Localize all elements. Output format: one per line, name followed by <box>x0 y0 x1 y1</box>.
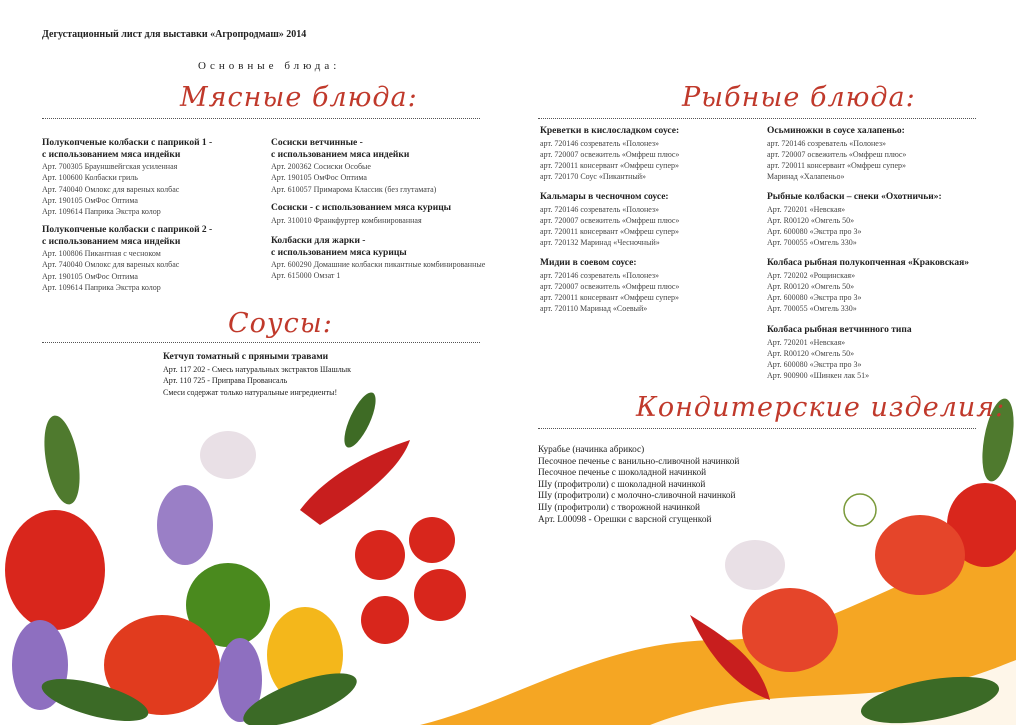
block-title: с использованием мяса курицы <box>271 247 407 258</box>
block-title: Рыбные колбаски – снеки «Охотничьи»: <box>767 192 942 202</box>
list-item: Арт. 720202 «Рощинская» <box>767 270 856 280</box>
list-item: арт. 720170 Соус «Пикантный» <box>540 172 647 182</box>
list-item: Арт. 700055 «Омгель 330» <box>767 304 857 314</box>
list-item: арт. 720007 освежитель «Омфреш плюс» <box>540 281 680 291</box>
block-title: Колбаски для жарки - <box>271 236 366 246</box>
list-item: Маринад «Халапеньо» <box>767 172 845 182</box>
list-item: Арт. 190105 ОмФос Оптима <box>42 271 138 281</box>
meat-block <box>271 236 485 282</box>
list-item: Арт. 600080 «Экстра про 3» <box>767 293 862 303</box>
tomato-half <box>742 588 838 672</box>
block-title: Сосиски - с использованием мяса курицы <box>271 203 452 213</box>
fish-block <box>767 258 969 315</box>
leaf-shape <box>38 413 85 507</box>
list-item: Смеси содержат только натуральные ингредиенты! <box>163 387 338 397</box>
list-item: Арт. 610057 Примарома Классик (без глутамата) <box>271 184 437 194</box>
list-item: арт. 720011 консервант «Омфреш супер» <box>540 293 680 303</box>
cherry-tomato <box>361 596 409 644</box>
block-title: Кальмары в чесночном соусе: <box>540 192 669 202</box>
list-item: Арт. 310010 Франкфуртер комбинированная <box>271 215 422 225</box>
list-item: Арт. 615000 Омзат 1 <box>271 271 341 281</box>
divider <box>42 118 480 119</box>
cherry-tomato <box>409 517 455 563</box>
garlic-bulb <box>725 540 785 590</box>
fish-block <box>540 126 679 183</box>
block-title: с использованием мяса индейки <box>42 149 181 160</box>
cherry-tomato <box>355 530 405 580</box>
list-item: арт. 720146 созреватель «Полонез» <box>767 138 887 148</box>
list-item: Арт. 720201 «Невская» <box>767 204 846 214</box>
fish-block <box>767 126 906 183</box>
list-item: Арт. 100600 Колбаски гриль <box>42 173 138 183</box>
list-item: Арт. 109614 Паприка Экстра колор <box>42 207 161 217</box>
block-title: Креветки в кислосладком соусе: <box>540 126 680 136</box>
list-item: арт. 720011 консервант «Омфреш супер» <box>540 161 680 171</box>
list-item: Арт. 109614 Паприка Экстра колор <box>42 282 161 292</box>
list-item: Арт. 740040 Омлокс для вареных колбас <box>42 260 180 270</box>
list-item: Арт. 117 202 - Смесь натуральных экстрактов Шашлык <box>163 364 352 374</box>
list-item: арт. 720007 освежитель «Омфреш плюс» <box>767 149 907 159</box>
meat-heading: Мясные блюда: <box>180 82 418 113</box>
list-item: Арт. 900900 «Шинкен лак 51» <box>767 371 870 381</box>
red-pepper-shape <box>5 510 105 630</box>
meat-block <box>271 203 451 226</box>
block-title: с использованием мяса индейки <box>42 236 181 247</box>
list-item: Арт. 700055 «Омгель 330» <box>767 238 857 248</box>
dill-sprig <box>844 494 876 526</box>
fish-block <box>767 325 912 382</box>
block-title: Сосиски ветчинные - <box>271 138 363 148</box>
list-item: Курабье (начинка абрикос) <box>538 445 645 455</box>
divider <box>538 428 976 429</box>
tomato-half <box>875 515 965 595</box>
list-item: арт. 720146 созреватель «Полонез» <box>540 270 660 280</box>
list-item: Арт. 110 725 - Приправа Провансаль <box>163 376 288 385</box>
list-item: Арт. L00098 - Орешки с варсной сгущенкой <box>538 514 712 525</box>
list-item: арт. 720110 Маринад «Соевый» <box>540 304 648 314</box>
red-chili <box>300 440 410 525</box>
list-item: арт. 720011 консервант «Омфреш супер» <box>540 227 680 237</box>
leaf-shape <box>338 389 381 452</box>
list-item: Шу (профитроли) с творожной начинкой <box>538 502 701 513</box>
block-title: Колбаса рыбная полукопченная «Краковская» <box>767 258 970 268</box>
list-item: арт. 720132 Маринад «Чесночный» <box>540 238 660 248</box>
block-title: Полукопченые колбаски с паприкой 2 - <box>42 225 213 235</box>
fish-block <box>540 258 679 315</box>
page-title: Дегустационный лист для выставки «Агропродмаш» 2014 <box>42 29 307 40</box>
list-item: Шу (профитроли) с молочно-сливочной начинкой <box>538 491 736 502</box>
list-item: арт. 720007 освежитель «Омфреш плюс» <box>540 149 680 159</box>
list-item: Арт. 720201 «Невская» <box>767 337 846 347</box>
meat-block <box>42 138 212 217</box>
section-subtitle: Основные блюда: <box>198 60 341 72</box>
list-item: Арт. 200362 Сосиски Особые <box>271 162 371 171</box>
block-title: Полукопченые колбаски с паприкой 1 - <box>42 138 213 148</box>
list-item: Песочное печенье с шоколадной начинкой <box>538 468 707 479</box>
block-title: Осьминожки в соусе халапеньо: <box>767 126 905 136</box>
list-item: Арт. 190105 ОмФос Оптима <box>271 173 367 183</box>
fish-block <box>540 192 679 249</box>
list-item: Арт. 600290 Домашние колбаски пикантные комбинированные <box>271 260 486 269</box>
divider <box>538 118 976 119</box>
meat-block <box>271 138 436 195</box>
crocus-flower <box>157 485 213 565</box>
list-item: Арт. 100806 Пикантная с чесноком <box>42 249 161 258</box>
list-item: арт. 720011 консервант «Омфреш супер» <box>767 161 907 171</box>
list-item: Арт. 700305 Брауншвейгская усиленная <box>42 162 178 171</box>
block-title: Мидии в соевом соусе: <box>540 258 637 268</box>
fish-block <box>767 192 942 249</box>
block-title: с использованием мяса индейки <box>271 149 410 160</box>
list-item: Арт. R00120 «Омгель 50» <box>767 348 855 358</box>
fish-heading: Рыбные блюда: <box>682 82 916 113</box>
block-title: Колбаса рыбная ветчинного типа <box>767 325 912 335</box>
divider <box>42 342 480 343</box>
list-item: арт. 720007 освежитель «Омфреш плюс» <box>540 215 680 225</box>
cherry-tomato <box>414 569 466 621</box>
block-title: Кетчуп томатный с пряными травами <box>163 352 329 362</box>
list-item: Песочное печенье с ванильно-сливочной начинкой <box>538 456 740 467</box>
list-item: Арт. 600080 «Экстра про 3» <box>767 360 862 370</box>
list-item: Арт. 190105 ОмФос Оптима <box>42 195 138 205</box>
list-item: Шу (профитроли) с шоколадной начинкой <box>538 479 706 490</box>
confectionery-list <box>538 445 739 526</box>
meat-block <box>42 225 212 293</box>
list-item: Арт. 600080 «Экстра про 3» <box>767 227 862 237</box>
garlic-bulb <box>200 431 256 479</box>
sauces-heading: Соусы: <box>228 308 333 339</box>
list-item: арт. 720146 созреватель «Полонез» <box>540 204 660 214</box>
list-item: Арт. R00120 «Омгель 50» <box>767 281 855 291</box>
list-item: Арт. 740040 Омлокс для вареных колбас <box>42 184 180 194</box>
list-item: арт. 720146 созреватель «Полонез» <box>540 138 660 148</box>
sauce-block <box>163 352 351 398</box>
confectionery-heading: Кондитерские изделия: <box>636 392 1006 423</box>
list-item: Арт. R00120 «Омгель 50» <box>767 215 855 225</box>
